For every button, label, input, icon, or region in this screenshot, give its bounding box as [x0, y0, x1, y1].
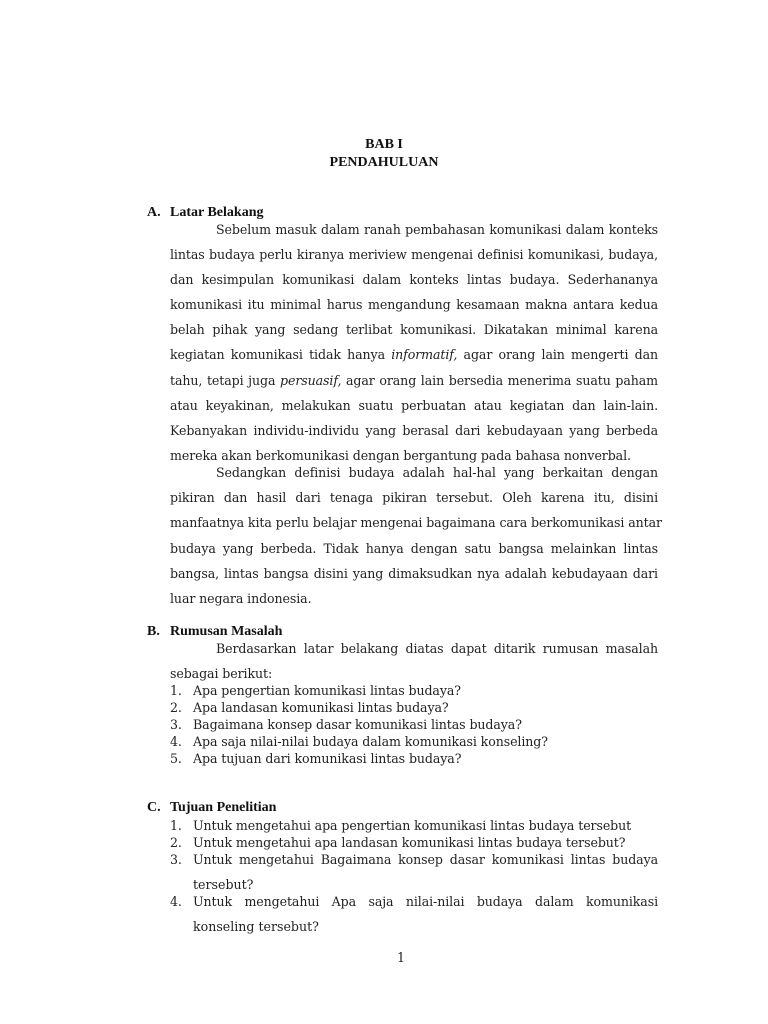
section-b-heading [147, 624, 282, 640]
paragraph-line: Sebelum masuk dalam ranah pembahasan komunikasi dalam konteks [216, 222, 658, 237]
text-segment: agar orang lain bersedia menerima suatu paham [341, 373, 659, 388]
section-c-title: Tujuan Penelitian [170, 800, 277, 815]
italic-term: informatif, [391, 347, 458, 362]
list-text: Apa landasan komunikasi lintas budaya? [193, 700, 449, 715]
list-text-continuation: konseling tersebut? [193, 919, 319, 934]
italic-term: persuasif, [280, 373, 342, 388]
section-a-title: Latar Belakang [170, 205, 264, 220]
section-c-heading [147, 800, 276, 816]
list-number: 1. [170, 683, 182, 698]
list-number: 2. [170, 835, 182, 850]
list-text: Untuk mengetahui apa pengertian komunikasi lintas budaya tersebut [193, 818, 632, 833]
paragraph-line: bangsa, lintas bangsa disini yang dimaksudkan nya adalah kebudayaan dari [170, 566, 658, 581]
paragraph-line-with-italic [170, 373, 658, 389]
text-segment: kegiatan komunikasi tidak hanya [170, 347, 392, 362]
list-text: Untuk mengetahui apa landasan komunikasi lintas budaya tersebut? [193, 835, 626, 850]
list-number: 4. [170, 734, 182, 749]
paragraph-line: Sedangkan definisi budaya adalah hal-hal yang berkaitan dengan [216, 465, 658, 480]
paragraph-line-with-italic [170, 347, 658, 363]
section-b-letter: B. [147, 624, 160, 639]
paragraph-line: sebagai berikut: [170, 666, 273, 681]
paragraph-line: luar negara indonesia. [170, 591, 312, 606]
paragraph-line: lintas budaya perlu kiranya meriview mengenai definisi komunikasi, budaya, [170, 247, 658, 262]
list-text-continuation: tersebut? [193, 877, 254, 892]
list-number: 1. [170, 818, 182, 833]
section-c-letter: C. [147, 800, 161, 815]
paragraph-line: belah pihak yang sedang terlibat komunikasi. Dikatakan minimal karena [170, 322, 658, 337]
paragraph-line: manfaatnya kita perlu belajar mengenai bagaimana cara berkomunikasi antar [170, 515, 662, 530]
list-number: 5. [170, 751, 182, 766]
chapter-title: PENDAHULUAN [329, 155, 439, 170]
list-text: Untuk mengetahui Bagaimana konsep dasar komunikasi lintas budaya [193, 852, 658, 867]
text-segment: agar orang lain mengerti dan [457, 347, 658, 362]
list-text: Bagaimana konsep dasar komunikasi lintas budaya? [193, 717, 522, 732]
list-number: 4. [170, 894, 182, 909]
paragraph-line: Kebanyakan individu-individu yang berasal dari kebudayaan yang berbeda [170, 423, 658, 438]
paragraph-line: Berdasarkan latar belakang diatas dapat ditarik rumusan masalah [216, 641, 658, 656]
section-a-letter: A. [147, 205, 161, 220]
paragraph-line: atau keyakinan, melakukan suatu perbuatan atau kegiatan dan lain-lain. [170, 398, 658, 413]
list-text: Apa tujuan dari komunikasi lintas budaya? [193, 751, 462, 766]
list-number: 3. [170, 852, 182, 867]
paragraph-line: mereka akan berkomunikasi dengan bergantung pada bahasa nonverbal. [170, 448, 631, 463]
list-number: 2. [170, 700, 182, 715]
page-number: 1 [396, 950, 405, 965]
section-a-heading [147, 205, 263, 221]
paragraph-line: komunikasi itu minimal harus mengandung kesamaan makna antara kedua [170, 297, 658, 312]
list-text: Apa pengertian komunikasi lintas budaya? [193, 683, 461, 698]
list-text: Untuk mengetahui Apa saja nilai-nilai budaya dalam komunikasi [193, 894, 658, 909]
list-number: 3. [170, 717, 182, 732]
paragraph-line: budaya yang berbeda. Tidak hanya dengan satu bangsa melainkan lintas [170, 541, 658, 556]
list-text: Apa saja nilai-nilai budaya dalam komunikasi konseling? [193, 734, 548, 749]
chapter-number: BAB I [365, 137, 403, 152]
text-segment: tahu, tetapi juga [170, 373, 281, 388]
paragraph-line: pikiran dan hasil dari tenaga pikiran tersebut. Oleh karena itu, disini [170, 490, 658, 505]
paragraph-line: dan kesimpulan komunikasi dalam konteks lintas budaya. Sederhananya [170, 272, 658, 287]
section-b-title: Rumusan Masalah [170, 624, 283, 639]
